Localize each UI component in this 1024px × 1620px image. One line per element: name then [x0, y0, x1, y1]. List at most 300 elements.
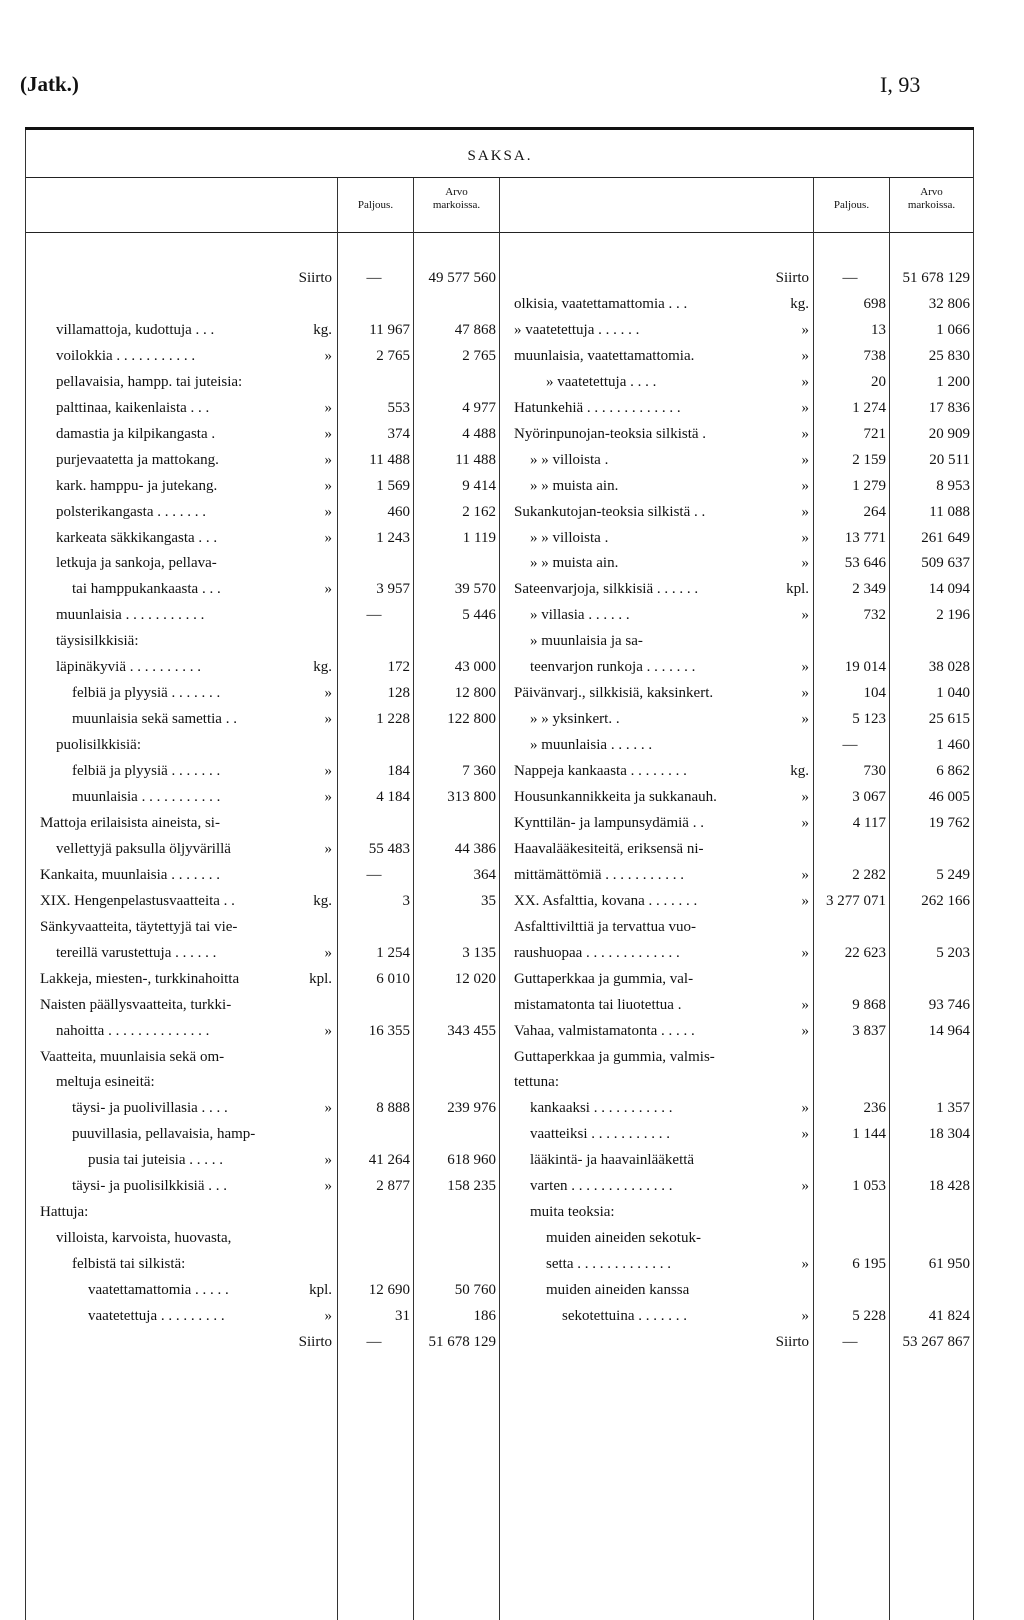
row-quantity: 9 868 — [852, 996, 886, 1013]
row-value: 4 977 — [462, 399, 496, 416]
row-label: Nyörinpunojan-teoksia silkistä . — [514, 425, 707, 442]
row-unit: » — [801, 451, 809, 468]
row-label: felbistä tai silkistä: — [72, 1256, 186, 1273]
row-value: 11 088 — [929, 503, 970, 520]
row-label: Siirto — [298, 1333, 332, 1350]
row-unit: kpl. — [309, 970, 332, 987]
row-quantity: 2 877 — [376, 1178, 410, 1195]
row-quantity: 1 243 — [376, 529, 410, 546]
table-row — [0, 551, 1024, 576]
row-label: teenvarjon runkoja . . . . . . . — [530, 659, 696, 676]
row-quantity: 104 — [863, 685, 886, 702]
row-value: 4 488 — [462, 425, 496, 442]
row-value: 3 135 — [462, 944, 496, 961]
row-quantity: 698 — [863, 295, 886, 312]
table-row — [0, 681, 1024, 706]
table-row — [0, 759, 1024, 784]
row-quantity: 11 488 — [369, 451, 410, 468]
row-label: » muunlaisia ja sa- — [530, 633, 643, 650]
row-label: palttinaa, kaikenlaista . . . — [56, 399, 210, 416]
page-number: I, 93 — [880, 72, 921, 97]
row-value: 47 868 — [454, 321, 496, 338]
row-unit: » — [324, 451, 332, 468]
row-value: 51 678 129 — [902, 270, 970, 286]
row-quantity: 55 483 — [368, 840, 410, 857]
row-label: läpinäkyviä . . . . . . . . . . — [56, 659, 201, 676]
row-unit: » — [801, 1126, 809, 1143]
row-label: Sukankutojan-teoksia silkistä . . — [514, 503, 706, 520]
row-quantity: 41 264 — [368, 1152, 410, 1169]
row-quantity: 6 010 — [376, 970, 410, 987]
row-unit: » — [801, 944, 809, 961]
table-row — [0, 967, 1024, 992]
row-value: 2 162 — [462, 503, 496, 520]
row-label: tettuna: — [514, 1074, 559, 1091]
table-row — [0, 422, 1024, 447]
row-unit: kg. — [790, 763, 809, 780]
row-unit: » — [324, 1152, 332, 1169]
row-quantity: 20 — [871, 373, 886, 390]
row-label: lääkintä- ja haavainlääkettä — [530, 1152, 695, 1169]
row-label: Naisten päällysvaatteita, turkki- — [40, 996, 232, 1013]
row-label: muita teoksia: — [530, 1204, 615, 1221]
row-quantity: 553 — [387, 399, 410, 416]
row-unit: » — [324, 1178, 332, 1195]
table-row — [0, 889, 1024, 914]
right-value-header — [890, 186, 973, 212]
table-row — [0, 1096, 1024, 1121]
row-label: » » villoista . — [530, 451, 609, 468]
row-value: 18 428 — [928, 1178, 970, 1195]
row-value: 38 028 — [928, 659, 970, 676]
row-quantity: 460 — [387, 503, 410, 520]
value-header-line1: Arvo — [920, 186, 943, 198]
row-quantity: 3 277 071 — [826, 892, 886, 909]
row-unit: » — [801, 321, 809, 338]
row-label: Housunkannikkeita ja sukkanauh. — [514, 789, 717, 805]
row-value: 25 830 — [928, 347, 970, 364]
row-label: tai hamppukankaasta . . . — [72, 581, 221, 598]
row-label: » vaatetettuja . . . . — [546, 373, 657, 390]
row-unit: » — [324, 399, 332, 416]
table-row — [0, 577, 1024, 602]
row-unit: kg. — [313, 892, 332, 909]
row-quantity: 1 053 — [852, 1178, 886, 1195]
top-rule — [25, 127, 974, 130]
row-quantity: 2 349 — [852, 581, 886, 598]
row-label: felbiä ja plyysiä . . . . . . . — [72, 685, 221, 702]
row-value: 44 386 — [454, 840, 496, 857]
table-row — [0, 629, 1024, 654]
row-value: 1 460 — [936, 737, 970, 754]
table-row — [0, 1304, 1024, 1329]
row-label: täysi- ja puolivillasia . . . . — [72, 1100, 228, 1117]
row-quantity: 19 014 — [844, 659, 886, 676]
table-row — [0, 1252, 1024, 1277]
row-unit: » — [324, 944, 332, 961]
table-row — [0, 396, 1024, 421]
row-value: 261 649 — [921, 529, 970, 546]
row-quantity: 1 254 — [376, 944, 410, 961]
row-value: 20 511 — [929, 451, 970, 468]
row-label: » villasia . . . . . . — [530, 607, 630, 624]
row-value: 1 066 — [936, 321, 970, 338]
table-row — [0, 1200, 1024, 1225]
row-label: puolisilkkisiä: — [56, 737, 142, 754]
row-label: XX. Asfalttia, kovana . . . . . . . — [514, 892, 698, 909]
row-value: 364 — [473, 866, 496, 883]
row-quantity: 1 228 — [376, 711, 410, 728]
row-value: 158 235 — [447, 1178, 496, 1195]
row-unit: » — [801, 685, 809, 702]
row-unit: » — [324, 763, 332, 780]
row-value: 6 862 — [936, 763, 970, 780]
table-row — [0, 1174, 1024, 1199]
table-row — [0, 811, 1024, 836]
row-label: Vahaa, valmistamatonta . . . . . — [514, 1022, 695, 1039]
row-unit: » — [324, 477, 332, 494]
value-header-line2: markoissa. — [432, 199, 481, 211]
table-row — [0, 863, 1024, 888]
row-unit: » — [801, 996, 809, 1013]
value-header-line1: Arvo — [445, 186, 468, 198]
table-row — [0, 318, 1024, 343]
row-label: Siirto — [298, 270, 332, 286]
row-quantity: 2 159 — [852, 451, 886, 468]
table-row — [0, 500, 1024, 525]
row-label: mistamatonta tai liuotettua . — [514, 996, 682, 1013]
row-label: pusia tai juteisia . . . . . — [88, 1152, 223, 1169]
row-quantity: 3 957 — [376, 581, 410, 598]
row-label: Siirto — [775, 1333, 809, 1350]
table-row — [0, 837, 1024, 862]
row-label: Haavalääkesiteitä, eriksensä ni- — [514, 840, 704, 857]
row-value: 46 005 — [928, 789, 970, 805]
row-quantity: 128 — [387, 685, 410, 702]
row-value: 93 746 — [928, 996, 970, 1013]
row-value: 14 964 — [928, 1022, 970, 1039]
row-unit: » — [801, 607, 809, 624]
row-quantity: 236 — [863, 1100, 886, 1117]
row-unit: » — [801, 477, 809, 494]
row-unit: » — [801, 399, 809, 416]
row-label: Kynttilän- ja lampunsydämiä . . — [514, 814, 704, 831]
table-row — [0, 266, 1024, 291]
row-unit: kpl. — [309, 1282, 332, 1299]
row-quantity: 4 117 — [852, 814, 886, 831]
row-value: 25 615 — [928, 711, 970, 728]
row-value: 19 762 — [928, 814, 970, 831]
row-quantity: 721 — [863, 425, 886, 442]
row-quantity: 184 — [387, 763, 410, 780]
row-label: setta . . . . . . . . . . . . . — [546, 1256, 671, 1273]
row-value: 1 200 — [936, 373, 970, 390]
row-unit: » — [801, 789, 809, 805]
row-quantity: — — [842, 1333, 858, 1350]
row-quantity: 730 — [863, 763, 886, 780]
row-value: 11 488 — [455, 451, 496, 468]
row-quantity: 1 569 — [376, 477, 410, 494]
row-label: tereillä varustettuja . . . . . . — [56, 944, 217, 961]
row-value: 122 800 — [447, 711, 496, 728]
row-unit: » — [324, 1100, 332, 1117]
row-unit: » — [801, 1308, 809, 1324]
row-value: 5 203 — [936, 944, 970, 961]
row-label: letkuja ja sankoja, pellava- — [56, 555, 217, 572]
row-label: sekotettuina . . . . . . . — [562, 1308, 687, 1324]
row-unit: » — [801, 373, 809, 390]
row-unit: » — [801, 892, 809, 909]
row-label: muiden aineiden sekotuk- — [546, 1230, 701, 1247]
row-value: 20 909 — [928, 425, 970, 442]
row-unit: » — [801, 1178, 809, 1195]
row-unit: » — [324, 1022, 332, 1039]
row-quantity: — — [842, 737, 858, 754]
row-value: 1 119 — [462, 529, 496, 546]
left-value-header — [414, 186, 499, 212]
row-value: 18 304 — [928, 1126, 970, 1143]
row-label: Lakkeja, miesten-, turkkinahoitta — [40, 970, 240, 987]
row-quantity: 8 888 — [376, 1100, 410, 1117]
table-row — [0, 1045, 1024, 1070]
row-quantity: 2 282 — [852, 866, 886, 883]
row-label: Sänkyvaatteita, täytettyjä tai vie- — [40, 918, 238, 935]
row-quantity: 13 771 — [844, 529, 886, 546]
row-label: vellettyjä paksulla öljyvärillä — [56, 840, 231, 857]
row-label: vaatetettuja . . . . . . . . . — [88, 1308, 225, 1324]
row-unit: » — [801, 814, 809, 831]
row-unit: » — [324, 347, 332, 364]
row-value: 50 760 — [454, 1282, 496, 1299]
row-label: muunlaisia . . . . . . . . . . . — [72, 789, 221, 805]
row-label: mittämättömiä . . . . . . . . . . . — [514, 866, 684, 883]
row-unit: » — [324, 840, 332, 857]
table-row — [0, 603, 1024, 628]
row-label: damastia ja kilpikangasta . — [56, 425, 216, 442]
row-quantity: 13 — [871, 321, 886, 338]
row-label: » » yksinkert. . — [530, 711, 620, 728]
row-value: 313 800 — [447, 789, 496, 805]
row-value: 9 414 — [462, 477, 496, 494]
row-value: 17 836 — [928, 399, 970, 416]
row-unit: kpl. — [786, 581, 809, 598]
row-value: 39 570 — [454, 581, 496, 598]
row-value: 262 166 — [921, 892, 970, 909]
row-label: Hattuja: — [40, 1204, 89, 1221]
table-row — [0, 1019, 1024, 1044]
row-unit: » — [801, 1022, 809, 1039]
row-value: 1 040 — [936, 685, 970, 702]
table-row — [0, 1226, 1024, 1251]
continued-label: (Jatk.) — [20, 72, 79, 96]
row-value: 239 976 — [447, 1100, 496, 1117]
row-unit: kg. — [790, 295, 809, 312]
row-value: 7 360 — [462, 763, 496, 780]
row-label: polsterikangasta . . . . . . . — [56, 503, 206, 520]
row-quantity: 4 184 — [376, 789, 410, 805]
row-label: muunlaisia, vaatettamattomia. — [514, 347, 695, 364]
row-quantity: — — [842, 270, 858, 286]
row-label: Päivänvarj., silkkisiä, kaksinkert. — [514, 685, 714, 702]
row-quantity: 22 623 — [844, 944, 886, 961]
row-label: karkeata säkkikangasta . . . — [56, 529, 218, 546]
row-value: 14 094 — [928, 581, 970, 598]
row-unit: » — [801, 1100, 809, 1117]
row-label: vaatettamattomia . . . . . — [88, 1282, 229, 1299]
row-quantity: 6 195 — [852, 1256, 886, 1273]
row-label: felbiä ja plyysiä . . . . . . . — [72, 763, 221, 780]
row-label: täysi- ja puolisilkkisiä . . . — [72, 1178, 227, 1195]
row-label: puuvillasia, pellavaisia, hamp- — [72, 1126, 256, 1143]
row-label: nahoitta . . . . . . . . . . . . . . — [56, 1022, 210, 1039]
table-row — [0, 941, 1024, 966]
row-label: raushuopaa . . . . . . . . . . . . . — [514, 944, 680, 961]
row-unit: » — [801, 659, 809, 676]
row-value: 343 455 — [447, 1022, 496, 1039]
table-row — [0, 707, 1024, 732]
row-label: voilokkia . . . . . . . . . . . — [56, 347, 196, 364]
row-quantity: 31 — [395, 1308, 410, 1324]
table-row — [0, 1148, 1024, 1173]
row-value: 51 678 129 — [428, 1333, 496, 1350]
table-row — [0, 785, 1024, 810]
row-quantity: 738 — [863, 347, 886, 364]
row-label: vaatteiksi . . . . . . . . . . . — [530, 1126, 670, 1143]
row-unit: » — [801, 1256, 809, 1273]
table-row — [0, 448, 1024, 473]
left-quantity-header: Paljous. — [357, 199, 394, 211]
value-header-line2: markoissa. — [907, 199, 956, 211]
row-value: 5 446 — [462, 607, 496, 624]
row-quantity: — — [366, 1333, 382, 1350]
right-quantity-header: Paljous. — [833, 199, 870, 211]
row-quantity: 5 123 — [852, 711, 886, 728]
row-label: Siirto — [775, 270, 809, 286]
row-quantity: 3 067 — [852, 789, 886, 805]
row-label: Asfalttivilttiä ja tervattua vuo- — [514, 918, 697, 935]
row-quantity: 16 355 — [368, 1022, 410, 1039]
row-label: Sateenvarjoja, silkkisiä . . . . . . — [514, 581, 699, 598]
row-label: olkisia, vaatettamattomia . . . — [514, 295, 688, 312]
row-label: villoista, karvoista, huovasta, — [56, 1230, 232, 1247]
row-value: 12 020 — [454, 970, 496, 987]
row-quantity: 12 690 — [368, 1282, 410, 1299]
row-label: Nappeja kankaasta . . . . . . . . — [514, 763, 687, 780]
row-value: 43 000 — [454, 659, 496, 676]
row-value: 41 824 — [928, 1308, 970, 1324]
row-value: 53 267 867 — [902, 1333, 970, 1350]
row-label: muiden aineiden kanssa — [546, 1282, 690, 1299]
table-row — [0, 1070, 1024, 1095]
row-unit: kg. — [313, 659, 332, 676]
table-row — [0, 733, 1024, 758]
row-value: 2 196 — [936, 607, 970, 624]
row-quantity: 1 144 — [852, 1126, 886, 1143]
row-quantity: 264 — [863, 503, 886, 520]
table-row — [0, 344, 1024, 369]
row-unit: » — [801, 529, 809, 546]
row-label: kark. hamppu- ja jutekang. — [56, 477, 218, 494]
sheet-title: SAKSA. — [467, 148, 533, 164]
row-value: 12 800 — [454, 685, 496, 702]
row-unit: » — [324, 1308, 332, 1324]
row-unit: » — [801, 425, 809, 442]
row-unit: » — [324, 503, 332, 520]
row-quantity: — — [366, 866, 382, 883]
row-label: Guttaperkkaa ja gummia, val- — [514, 970, 694, 987]
row-quantity: — — [366, 270, 382, 286]
row-label: purjevaatetta ja mattokang. — [56, 451, 219, 468]
row-unit: » — [801, 711, 809, 728]
row-label: pellavaisia, hampp. tai juteisia: — [56, 373, 243, 390]
table-row — [0, 526, 1024, 551]
row-quantity: 1 279 — [852, 477, 886, 494]
row-value: 1 357 — [936, 1100, 970, 1117]
row-unit: » — [324, 425, 332, 442]
row-label: villamattoja, kudottuja . . . — [56, 321, 215, 338]
row-unit: » — [324, 789, 332, 805]
row-quantity: 172 — [387, 659, 410, 676]
row-value: 61 950 — [928, 1256, 970, 1273]
row-value: 509 637 — [921, 555, 970, 572]
row-quantity: 3 837 — [852, 1022, 886, 1039]
row-label: kankaaksi . . . . . . . . . . . — [530, 1100, 673, 1117]
row-label: meltuja esineitä: — [56, 1074, 155, 1091]
row-label: » muunlaisia . . . . . . — [530, 737, 653, 754]
row-label: muunlaisia . . . . . . . . . . . — [56, 607, 205, 624]
row-value: 186 — [473, 1308, 496, 1324]
row-label: » » muista ain. — [530, 555, 619, 572]
row-label: Mattoja erilaisista aineista, si- — [40, 814, 220, 831]
table-row — [0, 474, 1024, 499]
row-label: Hatunkehiä . . . . . . . . . . . . . — [514, 399, 681, 416]
row-value: 32 806 — [928, 295, 970, 312]
row-label: Vaatteita, muunlaisia sekä om- — [40, 1048, 225, 1065]
row-label: » » muista ain. — [530, 477, 619, 494]
row-quantity: 732 — [863, 607, 886, 624]
row-quantity: 53 646 — [844, 555, 886, 572]
row-unit: kg. — [313, 321, 332, 338]
row-unit: » — [324, 529, 332, 546]
table-row — [0, 1278, 1024, 1303]
row-unit: » — [801, 555, 809, 572]
row-value: 35 — [481, 892, 496, 909]
row-label: muunlaisia sekä samettia . . — [72, 711, 237, 728]
row-value: 618 960 — [447, 1152, 496, 1169]
row-label: » vaatetettuja . . . . . . — [514, 321, 640, 338]
row-label: varten . . . . . . . . . . . . . . — [530, 1178, 673, 1195]
row-unit: » — [324, 581, 332, 598]
row-quantity: 1 274 — [852, 399, 886, 416]
row-unit: » — [801, 347, 809, 364]
row-value: 8 953 — [936, 477, 970, 494]
row-quantity: 5 228 — [852, 1308, 886, 1324]
table-row — [0, 370, 1024, 395]
row-value: 49 577 560 — [428, 270, 496, 286]
row-unit: » — [324, 685, 332, 702]
row-unit: » — [801, 503, 809, 520]
row-label: » » villoista . — [530, 529, 609, 546]
row-unit: » — [801, 866, 809, 883]
row-label: XIX. Hengenpelastusvaatteita . . — [40, 892, 235, 909]
row-unit: » — [324, 711, 332, 728]
row-value: 2 765 — [462, 347, 496, 364]
table-row — [0, 292, 1024, 317]
row-quantity: 3 — [402, 892, 410, 909]
row-quantity: 11 967 — [369, 321, 410, 338]
table-row — [0, 1122, 1024, 1147]
row-quantity: — — [366, 607, 382, 624]
